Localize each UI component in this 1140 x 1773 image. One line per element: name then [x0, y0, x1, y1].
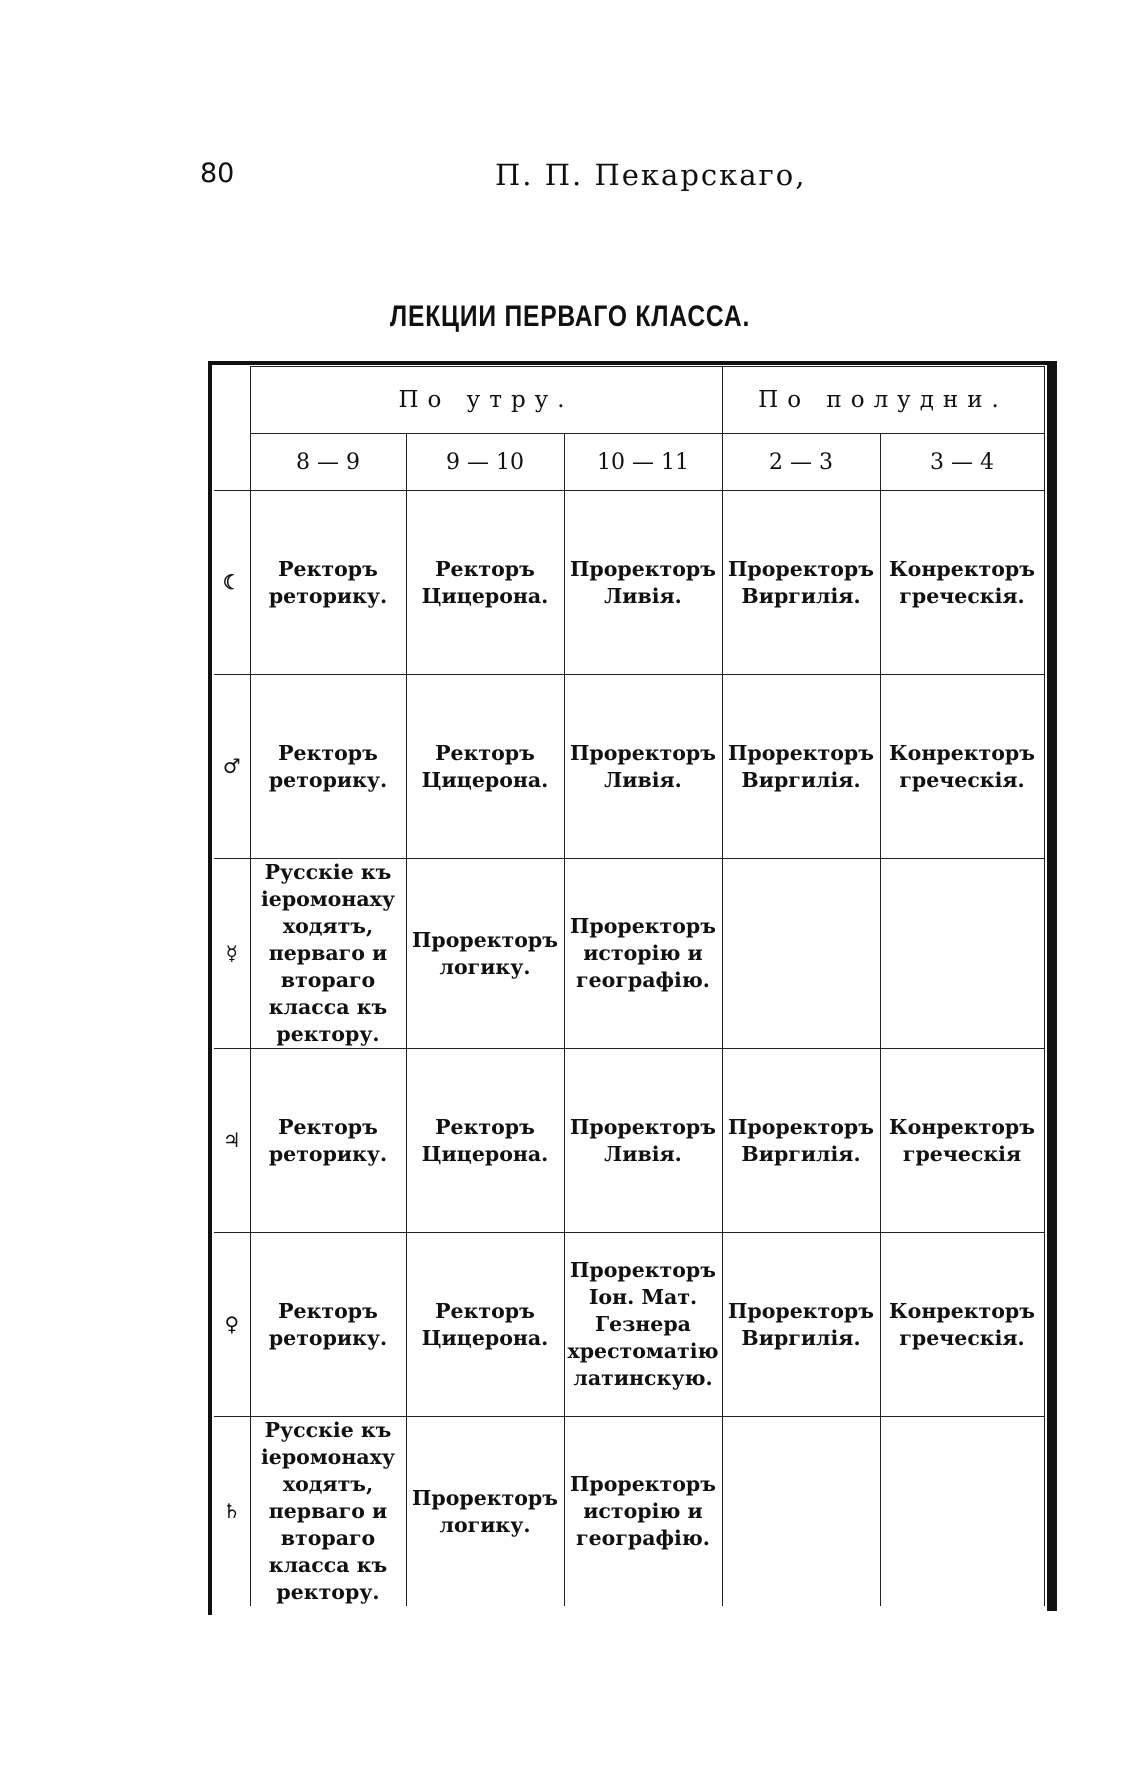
table-cell: Ректоръ реторику. — [250, 1049, 406, 1233]
table-cell: Проректоръ Виргилія. — [722, 1233, 880, 1417]
table-cell: Проректоръ Ливія. — [564, 675, 722, 859]
day-symbol: ☿ — [214, 859, 250, 1049]
table-cell: Русскіе къ іеромонаху ходятъ, перваго и втораго класса къ ректору. — [250, 1417, 406, 1607]
table-row — [214, 675, 1044, 859]
table-cell: Конректоръ греческія. — [880, 675, 1044, 859]
table-cell: Проректоръ логику. — [406, 1417, 564, 1607]
table-cell: Проректоръ Виргилія. — [722, 491, 880, 675]
table-cell: Проректоръ Виргилія. — [722, 675, 880, 859]
hour-header: 10 — 11 — [564, 434, 722, 491]
group-header-morning: По утру. — [250, 367, 722, 434]
page-number: 80 — [200, 158, 235, 189]
table-cell — [880, 859, 1044, 1049]
table-cell: Проректоръ исторію и географію. — [564, 859, 722, 1049]
table-cell: Конректоръ греческія. — [880, 491, 1044, 675]
lecture-schedule-table — [214, 366, 1045, 1606]
hour-header: 9 — 10 — [406, 434, 564, 491]
table-cell: Проректоръ Іон. Мат. Гезнера хрестоматію латинскую. — [564, 1233, 722, 1417]
table-row — [214, 491, 1044, 675]
table-row-groups — [214, 367, 1044, 434]
table-cell: Конректоръ греческія — [880, 1049, 1044, 1233]
table-cell — [722, 1417, 880, 1607]
table-cell: Ректоръ Цицерона. — [406, 675, 564, 859]
day-symbol: ♂ — [214, 675, 250, 859]
page-title: ЛЕКЦИИ ПЕРВАГО КЛАССА. — [389, 300, 751, 333]
table-cell: Ректоръ Цицерона. — [406, 1049, 564, 1233]
table-frame-right-rule — [1047, 361, 1057, 1611]
table-row — [214, 1417, 1044, 1607]
table-cell: Проректоръ Ливія. — [564, 1049, 722, 1233]
table-cell: Конректоръ греческія. — [880, 1233, 1044, 1417]
table-row — [214, 859, 1044, 1049]
table-row — [214, 1049, 1044, 1233]
table-cell: Ректоръ реторику. — [250, 1233, 406, 1417]
running-title: П. П. Пекарскаго, — [495, 158, 807, 192]
table-cell: Проректоръ Ливія. — [564, 491, 722, 675]
table-row — [214, 1233, 1044, 1417]
table-cell: Русскіе къ іеромонаху ходятъ, перваго и втораго класса къ ректору. — [250, 859, 406, 1049]
corner-cell — [214, 367, 250, 491]
table-cell: Проректоръ исторію и географію. — [564, 1417, 722, 1607]
day-symbol: ♀ — [214, 1233, 250, 1417]
table-cell — [880, 1417, 1044, 1607]
hour-header: 2 — 3 — [722, 434, 880, 491]
table-cell — [722, 859, 880, 1049]
group-header-afternoon: По полудни. — [722, 367, 1044, 434]
table-cell: Ректоръ реторику. — [250, 675, 406, 859]
table-cell: Проректоръ Виргилія. — [722, 1049, 880, 1233]
table-cell: Ректоръ реторику. — [250, 491, 406, 675]
day-symbol: ♄ — [214, 1417, 250, 1607]
table-cell: Ректоръ Цицерона. — [406, 1233, 564, 1417]
table-cell: Ректоръ Цицерона. — [406, 491, 564, 675]
day-symbol: ♃ — [214, 1049, 250, 1233]
day-symbol: ☾ — [214, 491, 250, 675]
table-row-hours — [214, 434, 1044, 491]
table-cell: Проректоръ логику. — [406, 859, 564, 1049]
hour-header: 3 — 4 — [880, 434, 1044, 491]
hour-header: 8 — 9 — [250, 434, 406, 491]
